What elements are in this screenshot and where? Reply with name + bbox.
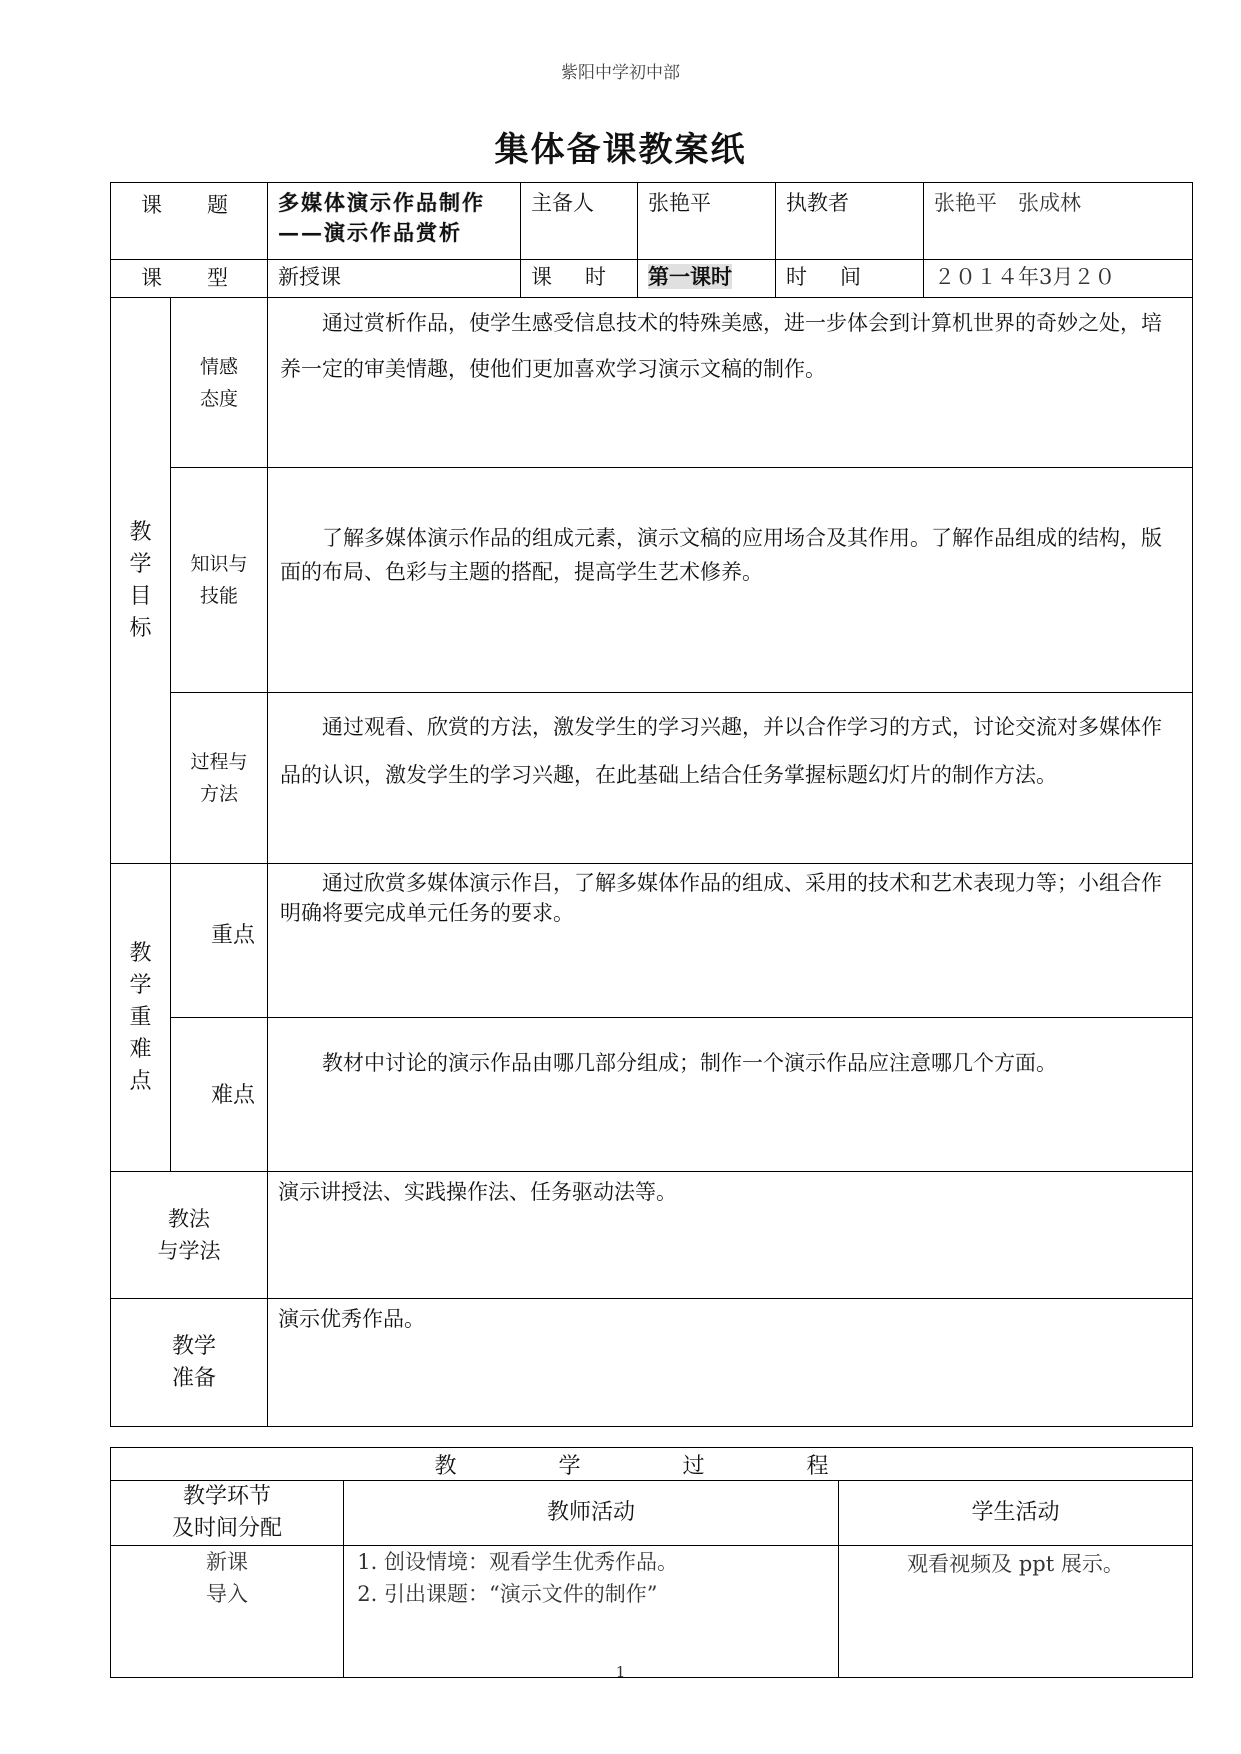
methods-text: 演示讲授法、实践操作法、任务驱动法等。 — [278, 1180, 677, 1204]
stage-column-header — [111, 1481, 344, 1546]
goal-1-text-cell — [268, 298, 1193, 468]
methods-text-cell — [268, 1172, 1193, 1299]
time-label-cell — [776, 260, 924, 298]
difficulty-label-cell — [171, 1018, 268, 1172]
goals-label-cell — [111, 298, 171, 864]
difficulty-text: 教材中讨论的演示作品由哪几部分组成；制作一个演示作品应注意哪几个方面。 — [322, 1051, 1057, 1075]
goal-3-label-line1: 过程与 — [190, 751, 248, 773]
period-value-cell — [638, 260, 776, 298]
preparation-label-line1: 教学 — [171, 1333, 216, 1359]
goal-3-label-line2: 方法 — [199, 783, 238, 805]
time-label: 时 间 — [786, 265, 867, 289]
process-table — [110, 1447, 1193, 1678]
time-value: ２０１４年3月２０ — [934, 265, 1116, 289]
process-title: 教 学 过 程 — [111, 1448, 1193, 1481]
goal-2-text-cell — [268, 468, 1193, 693]
focus-label: 重点 — [210, 923, 255, 948]
teacher-activity-cell — [344, 1546, 839, 1678]
methods-label-line2: 与学法 — [157, 1239, 221, 1263]
goal-3-label-cell — [171, 693, 268, 864]
teacher-label: 执教者 — [786, 191, 849, 215]
type-value: 新授课 — [278, 265, 341, 289]
keypoints-label-cell — [111, 864, 171, 1172]
page-number: 1 — [615, 1663, 626, 1681]
type-label-cell — [111, 260, 268, 298]
stage-header-line2: 及时间分配 — [171, 1516, 282, 1541]
goal-2-label-cell — [171, 468, 268, 693]
student-activity-header: 学生活动 — [839, 1481, 1193, 1546]
goal-1-label-line1: 情感 — [199, 355, 238, 378]
focus-text: 通过欣赏多媒体演示作吕，了解多媒体作品的组成、采用的技术和艺术表现力等；小组合作明确将要完成单元任务的要求。 — [280, 871, 1162, 925]
goals-label: 教学目标 — [129, 519, 152, 641]
topic-label: 课 题 — [141, 193, 240, 217]
period-label: 课 时 — [531, 265, 612, 289]
goal-2-label-line2: 技能 — [199, 585, 238, 607]
preparation-text-cell — [268, 1299, 1193, 1427]
preparer-value-cell — [638, 183, 776, 260]
goal-3-text-cell — [268, 693, 1193, 864]
teacher-activity-item: 1. 创设情境：观看学生优秀作品。 — [384, 1546, 838, 1578]
focus-text-cell — [268, 864, 1193, 1018]
lesson-plan-table — [110, 182, 1193, 1427]
teacher-value-cell — [924, 183, 1193, 260]
keypoints-label: 教学重难点 — [129, 940, 152, 1094]
topic-value: 多媒体演示作品制作——演示作品赏析 — [278, 190, 485, 245]
teacher-activity-header: 教师活动 — [344, 1481, 839, 1546]
preparation-label-line2: 准备 — [171, 1365, 216, 1391]
teacher-activity-item: 2. 引出课题：“演示文件的制作” — [384, 1578, 838, 1610]
goal-2-label-line1: 知识与 — [190, 553, 248, 575]
preparer-label: 主备人 — [531, 191, 594, 215]
teacher-value: 张艳平 张成林 — [934, 191, 1081, 215]
methods-label-cell — [111, 1172, 268, 1299]
preparation-label-cell — [111, 1299, 268, 1427]
period-value: 第一课时 — [648, 264, 732, 289]
stage-label-line2: 导入 — [206, 1582, 248, 1606]
stage-header-line1: 教学环节 — [182, 1484, 271, 1509]
type-label: 课 型 — [141, 266, 240, 290]
stage-cell — [111, 1546, 344, 1678]
goal-2-text: 了解多媒体演示作品的组成元素，演示文稿的应用场合及其作用。了解作品组成的结构，版面的布局、色彩与主题的搭配，提高学生艺术修养。 — [280, 526, 1162, 584]
methods-label-line1: 教法 — [168, 1207, 210, 1231]
page-title: 集体备课教案纸 — [494, 130, 747, 170]
type-value-cell — [268, 260, 521, 298]
goal-1-label-cell — [171, 298, 268, 468]
time-value-cell — [924, 260, 1193, 298]
preparer-label-cell — [521, 183, 638, 260]
topic-label-cell — [111, 183, 268, 260]
stage-label-line1: 新课 — [206, 1550, 248, 1574]
student-activity-text: 观看视频及 ppt 展示。 — [907, 1552, 1124, 1576]
teacher-label-cell — [776, 183, 924, 260]
goal-1-text: 通过赏析作品，使学生感受信息技术的特殊美感，进一步体会到计算机世界的奇妙之处，培养一定的审美情趣，使他们更加喜欢学习演示文稿的制作。 — [280, 311, 1162, 381]
difficulty-text-cell — [268, 1018, 1193, 1172]
page-header: 紫阳中学初中部 — [561, 63, 680, 83]
preparation-text: 演示优秀作品。 — [278, 1307, 425, 1331]
topic-value-cell — [268, 183, 521, 260]
focus-label-cell — [171, 864, 268, 1018]
difficulty-label: 难点 — [210, 1083, 255, 1108]
table-row — [111, 1546, 1193, 1678]
preparer-value: 张艳平 — [648, 191, 711, 215]
goal-3-text: 通过观看、欣赏的方法，激发学生的学习兴趣，并以合作学习的方式，讨论交流对多媒体作品的认识，激发学生的学习兴趣，在此基础上结合任务掌握标题幻灯片的制作方法。 — [280, 715, 1162, 787]
student-activity-cell — [839, 1546, 1193, 1678]
goal-1-label-line2: 态度 — [199, 387, 238, 410]
period-label-cell — [521, 260, 638, 298]
